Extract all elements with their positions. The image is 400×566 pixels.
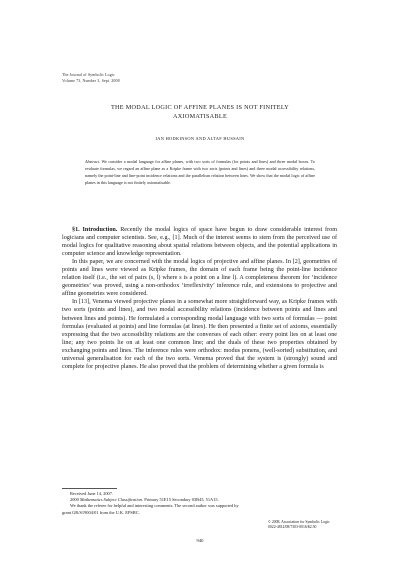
- copyright-line-1: © 2008, Association for Symbolic Logic: [268, 520, 330, 524]
- footnote-thanks-1: We thank the referee for helpful and interesting comments. The second author was supported by: [70, 503, 239, 509]
- footnotes: [62, 488, 337, 516]
- msc-label: Mathematics Subject Classification.: [79, 497, 144, 503]
- title-line-2: AXIOMATISABLE: [172, 113, 228, 120]
- paper-title: [60, 103, 340, 121]
- footnote-received: Received June 14, 2007.: [70, 491, 114, 496]
- journal-header: [62, 72, 120, 83]
- page-number: 940: [196, 538, 204, 543]
- abstract-text: We consider a modal language for affine planes, with two sorts of formulas (for points and lines) and three modal boxes. To evaluate formulas, we regard an affine plane as a Kripke frame with two sorts (points and lines) and three modal accessibility relations, namely the point-line and line-point incidence relations and the parallelism relation between lines. We show that the modal logic of affine planes in this language is not finitely axiomatisable.: [85, 159, 315, 186]
- msc-text: Primary 51E15 Secondary 03B45, 51A15.: [143, 497, 219, 503]
- footnote-rule: [62, 488, 117, 489]
- paragraph-1-text: Recently the modal logics of space have begun to draw considerable interest from logicians and computer scientists. See, e.g., [1]. Much of the interest seems to stem from the perceived use of modal logics for qualitative reasoning about spatial relations between objects, and the potential applications in computer science and knowledge representation.: [62, 227, 337, 258]
- abstract: [85, 158, 315, 186]
- section-heading: §1. Introduction.: [72, 227, 118, 233]
- footnote-thanks-2: grant GR/S19004/01 from the U.K. EPSRC.: [62, 509, 140, 515]
- copyright-line-2: 0022-4812/08/7303-0016/$2.50: [268, 525, 317, 529]
- journal-name: The Journal of Symbolic Logic: [62, 72, 115, 77]
- msc-year: 2000: [70, 497, 80, 503]
- paper-authors: IAN HODKINSON AND ALTAF HUSSAIN: [155, 136, 245, 141]
- copyright-notice: [268, 520, 338, 530]
- paragraph-1: [62, 226, 337, 258]
- journal-volume: Volume 73, Number 3, Sept. 2008: [62, 77, 120, 83]
- abstract-label: Abstract.: [85, 159, 101, 164]
- body-text: [62, 226, 337, 371]
- paragraph-2: In this paper, we are concerned with the modal logics of projective and affine planes. In [2], geometries of points and lines were viewed as Kripke frames, the domain of each frame being the point-line incidence relation itself (i.e., the set of pairs (s, l) where s is a point on a line l). A completeness theorem for ‘incidence geometries’ was proved, using a non-orthodox ‘irreflexivity’ inference rule, and extensions to projective and affine geometries were considered.: [62, 259, 337, 298]
- title-line-1: THE MODAL LOGIC OF AFFINE PLANES IS NOT FINITELY: [110, 104, 290, 111]
- paragraph-3: In [13], Venema viewed projective planes in a somewhat more straightforward way, as Kripke frames with two sorts (points and lines), and two modal accessibility relations (incidence between points and lines and between lines and points). He formulated a corresponding modal language with two sorts of formulas — point formulas (evaluated at points) and line formulas (at lines). He then presented a finite set of axioms, essentially expressing that the two accessibility relations are the converses of each other: every point lies on at least one line; any two points lie on at least one common line; and the duals of these two properties obtained by exchanging points and lines. The inference rules were orthodox: modus ponens, (well-sorted) substitution, and universal generalisation for each of the two sorts. Venema proved that the system is (strongly) sound and complete for projective planes. He also proved that the problem of determining whether a given formula is: [62, 299, 337, 370]
